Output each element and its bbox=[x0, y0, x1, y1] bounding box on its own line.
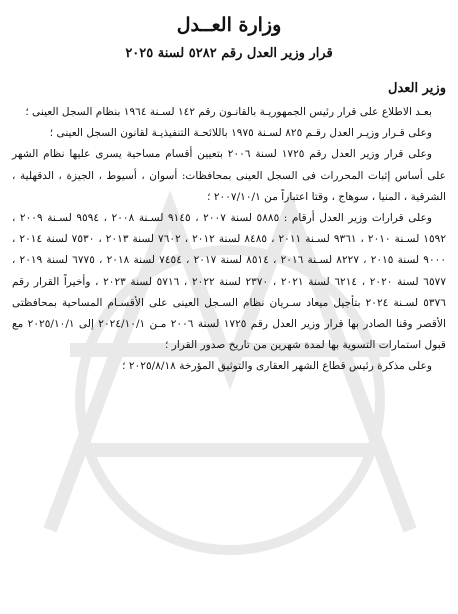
decree-title: قرار وزير العدل رقم ٥٢٨٢ لسنة ٢٠٢٥ bbox=[125, 46, 333, 61]
paragraph: وعلى مذكرة رئيس قطاع الشهر العقارى والتوثيق المؤرخة ٢٠٢٥/٨/١٨ ؛ bbox=[122, 360, 432, 373]
ministry-title: وزارة العــدل bbox=[176, 14, 282, 36]
paragraph: وعلى قرارات وزير العدل أرقام : ٥٨٨٥ لسنة ٢٠٠٧ ، ٩١٤٥ لسـنة ٢٠٠٨ ، ٩٥٩٤ لسـنة ٢٠٠٩ ، ١٥٩٢ لسـنة ٢٠١٠ ، ٩٣٦١ لسـنة ٢٠١١ ، ٨٤٨٥ لسنة ٢٠١٢ ، ٧٦٠٢ لسنة ٢٠١٣ ، ٧٥٣٠ لسنة ٢٠١٤ ، ٩٠٠٠ لسنة ٢٠١٥ ، ٨٢٢٧ لسـنة ٢٠١٦ ، ٨٥١٤ لسنة ٢٠١٧ ، ٧٤٥٤ لسنة ٢٠١٨ ، ٦٧٧٥ لسنة ٢٠١٩ ، ٦٥٧٧ لسنة ٢٠٢٠ ، ٦٢١٤ لسنة ٢٠٢١ ، ٢٣٧٠ لسنة ٢٠٢٢ ، ٥٧١٦ لسنة ٢٠٢٣ ، وأخيراً القرار رقم ٥٣٧٦ لسـنة ٢٠٢٤ بتأجيل ميعاد سـريان نظام السـجل العينى على الأقسـام المساحية بمحافظتى الأقصر وقنا الصادر بها قرار وزير العدل رقم ١٧٢٥ لسنة ٢٠٠٦ مـن ٢٠٢٤/١٠/١ إلى ٢٠٢٥/١٠/١ مع قبول استمارات التسوية بها لمدة شهرين من تاريخ صدور القرار ؛ bbox=[12, 212, 447, 352]
paragraph: وعلى قـرار وزيـر العدل رقـم ٨٢٥ لسـنة ١٩٧٥ باللائحـة التنفيذيـة لقانون السجل العينى ؛ bbox=[49, 127, 432, 140]
document-body bbox=[12, 102, 446, 378]
paragraph: وعلى قرار وزير العدل رقم ١٧٢٥ لسنة ٢٠٠٦ بتعيين أقسام مساحية يسرى عليها نظام الشهر على أساس إثبات المحررات فى السجل العينى بمحافظات: أسوان ، أسيوط ، الجيزة ، الدقهلية ، الشرقية ، المنيا ، سوهاج ، وقتا اعتباراً من ٢٠٠٧/١٠/١ ؛ bbox=[12, 148, 446, 203]
signer-heading: وزير العدل bbox=[388, 81, 446, 96]
paragraph: بعـد الاطلاع على قرار رئيس الجمهوريـة بالقانـون رقم ١٤٢ لسـنة ١٩٦٤ بنظام السجل العينى ؛ bbox=[25, 106, 432, 118]
